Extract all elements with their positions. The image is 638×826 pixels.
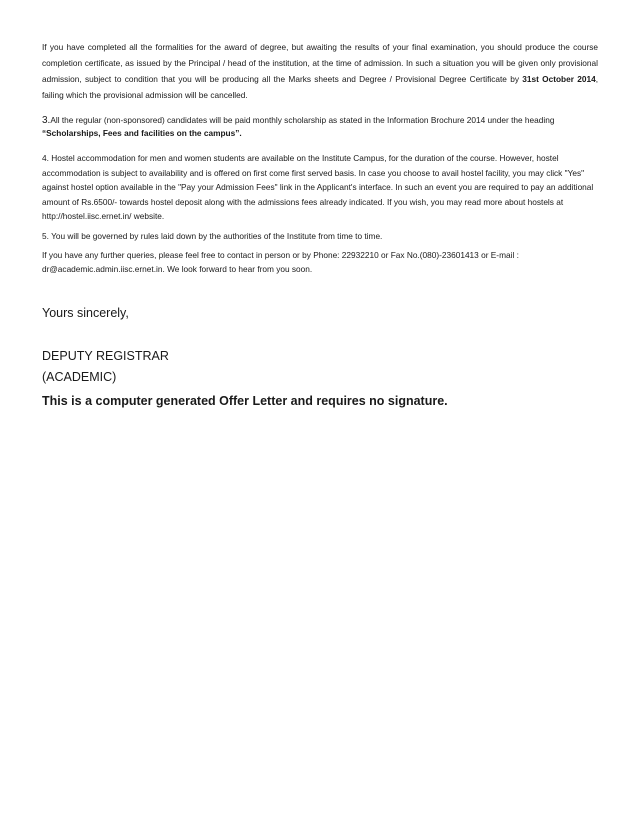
computer-generated-note: This is a computer generated Offer Letter and requires no signature. [42, 393, 448, 408]
scholarship-heading-ref: “Scholarships, Fees and facilities on the campus”. [42, 128, 242, 138]
scholarship-paragraph [42, 114, 598, 139]
provisional-admission-tail: , failing which the provisional admission will be cancelled. [42, 74, 598, 100]
provisional-admission-paragraph [42, 39, 598, 103]
signatory-department: (ACADEMIC) [42, 369, 117, 384]
submission-deadline: 31st October 2014 [522, 74, 596, 84]
hostel-paragraph: 4. Hostel accommodation for men and women students are available on the Institute Campus, for the duration of the course. However, hostel accommodation is subject to availability and is offered on first come first served basis. In case you choose to avail hostel facility, you may click "Yes" against hostel option available in the "Pay your Admission Fees" link in the Applicant's interface. In such an event you are required to pay an additional amount of Rs.6500/- towards hostel deposit along with the admissions fees already indicated. If you wish, you may read more about hostels at http://hostel.iisc.ernet.in/ website. [42, 153, 594, 221]
salutation: Yours sincerely, [42, 305, 129, 320]
rules-paragraph: 5. You will be governed by rules laid down by the authorities of the Institute from time to time. [42, 230, 383, 241]
scholarship-number: 3. [42, 115, 51, 126]
provisional-admission-text: If you have completed all the formalities for the award of degree, but awaiting the results of your final examination, you should produce the course completion certificate, as issued by the Principal / head of the institution, at the time of admission. In such a situation you will be given only provisional admission, subject to condition that you will be producing all the Marks sheets and Degree / Provisional Degree Certificate by [42, 42, 598, 84]
offer-letter-page [42, 39, 598, 412]
contact-paragraph: If you have any further queries, please feel free to contact in person or by Phone: 22932210 or Fax No.(080)-23601413 or E-mail : dr@academic.admin.iisc.ernet.in. We look forward to hear from you soon. [42, 249, 519, 274]
scholarship-text: All the regular (non-sponsored) candidates will be paid monthly scholarship as stated in the Information Brochure 2014 under the heading [50, 115, 555, 125]
signatory-title: DEPUTY REGISTRAR [42, 348, 169, 363]
